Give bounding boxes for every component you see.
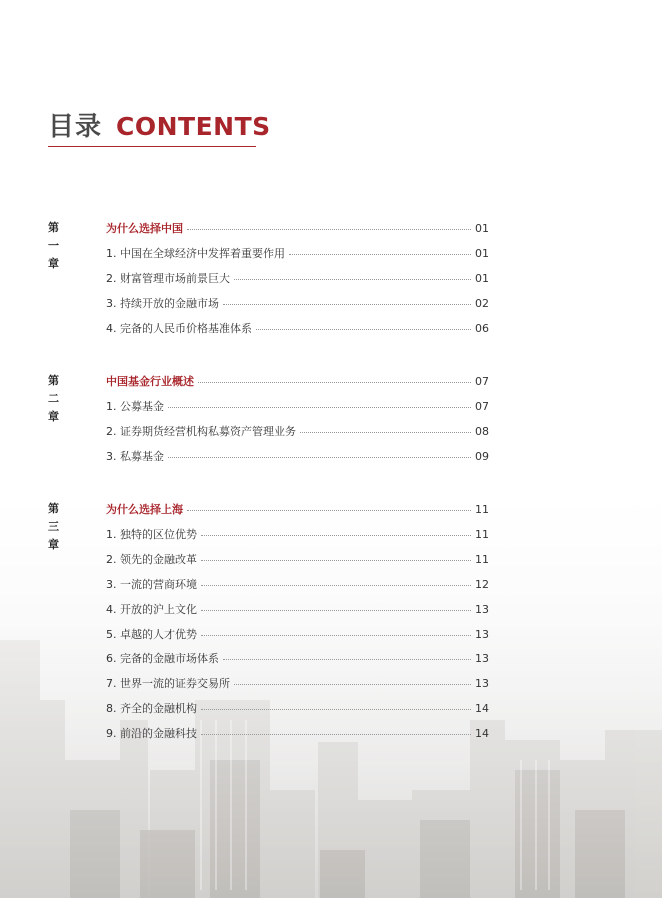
page-number: 13: [475, 627, 489, 641]
page-number: 14: [475, 701, 489, 715]
page-number: 02: [475, 296, 489, 310]
dot-leader: [201, 634, 471, 636]
page-number: 11: [475, 527, 489, 541]
dot-leader: [168, 406, 471, 408]
page-number: 13: [475, 676, 489, 690]
page-number: 06: [475, 321, 489, 335]
entry-label: 7. 世界一流的证券交易所: [106, 677, 230, 690]
chapter-3-number: 第三章: [48, 502, 59, 551]
toc-entry[interactable]: [106, 525, 489, 543]
toc-entry[interactable]: [106, 244, 489, 262]
title-english: CONTENTS: [116, 112, 271, 141]
dot-leader: [223, 658, 471, 660]
toc-entry[interactable]: [106, 600, 489, 618]
dot-leader: [223, 303, 471, 305]
page-number: 08: [475, 424, 489, 438]
entry-label: 4. 完备的人民币价格基准体系: [106, 322, 252, 335]
entry-label: 3. 一流的营商环境: [106, 578, 197, 591]
toc-entry[interactable]: [106, 724, 489, 742]
title-underline: [48, 146, 256, 147]
dot-leader: [201, 609, 471, 611]
entry-label: 3. 持续开放的金融市场: [106, 297, 219, 310]
entry-label: 2. 领先的金融改革: [106, 553, 197, 566]
dot-leader: [234, 278, 471, 280]
dot-leader: [289, 253, 471, 255]
dot-leader: [201, 584, 471, 586]
page-number: 09: [475, 449, 489, 463]
page-number: 11: [475, 552, 489, 566]
dot-leader: [198, 381, 471, 383]
entry-label: 1. 中国在全球经济中发挥着重要作用: [106, 247, 285, 260]
toc-chapter-2[interactable]: [106, 372, 489, 390]
chapter-2-number: 第二章: [48, 374, 59, 423]
entry-label: 4. 开放的沪上文化: [106, 603, 197, 616]
page-number: 14: [475, 726, 489, 740]
dot-leader: [168, 456, 471, 458]
toc-entry[interactable]: [106, 674, 489, 692]
toc-entry[interactable]: [106, 575, 489, 593]
page-number: 01: [475, 271, 489, 285]
entry-label: 6. 完备的金融市场体系: [106, 652, 219, 665]
entry-label: 1. 公募基金: [106, 400, 164, 413]
toc-entry[interactable]: [106, 294, 489, 312]
chapter-title: 中国基金行业概述: [106, 375, 194, 388]
dot-leader: [300, 431, 471, 433]
entry-label: 2. 证券期货经营机构私募资产管理业务: [106, 425, 296, 438]
toc-chapter-1[interactable]: [106, 219, 489, 237]
entry-label: 3. 私募基金: [106, 450, 164, 463]
dot-leader: [201, 559, 471, 561]
dot-leader: [201, 733, 471, 735]
dot-leader: [187, 228, 471, 230]
page-number: 13: [475, 651, 489, 665]
title-chinese: 目录: [48, 112, 103, 142]
toc-entry[interactable]: [106, 319, 489, 337]
entry-label: 5. 卓越的人才优势: [106, 628, 197, 641]
toc-entry[interactable]: [106, 422, 489, 440]
toc-entry[interactable]: [106, 397, 489, 415]
toc-entry[interactable]: [106, 447, 489, 465]
page-number: 07: [475, 399, 489, 413]
chapter-title: 为什么选择上海: [106, 503, 183, 516]
page-number: 01: [475, 246, 489, 260]
entry-label: 1. 独特的区位优势: [106, 528, 197, 541]
page-number: 01: [475, 221, 489, 235]
entry-label: 8. 齐全的金融机构: [106, 702, 197, 715]
toc-entry[interactable]: [106, 550, 489, 568]
dot-leader: [256, 328, 471, 330]
toc-entry[interactable]: [106, 699, 489, 717]
chapter-title: 为什么选择中国: [106, 222, 183, 235]
entry-label: 9. 前沿的金融科技: [106, 727, 197, 740]
page-number: 13: [475, 602, 489, 616]
page-number: 12: [475, 577, 489, 591]
entry-label: 2. 财富管理市场前景巨大: [106, 272, 230, 285]
toc-entry[interactable]: [106, 269, 489, 287]
dot-leader: [201, 708, 471, 710]
toc-entry[interactable]: [106, 625, 489, 643]
chapter-1-number: 第一章: [48, 221, 59, 270]
dot-leader: [187, 509, 471, 511]
page-number: 07: [475, 374, 489, 388]
page-number: 11: [475, 502, 489, 516]
dot-leader: [201, 534, 471, 536]
toc-chapter-3[interactable]: [106, 500, 489, 518]
toc-entry[interactable]: [106, 649, 489, 667]
toc-header: [48, 106, 271, 143]
dot-leader: [234, 683, 471, 685]
